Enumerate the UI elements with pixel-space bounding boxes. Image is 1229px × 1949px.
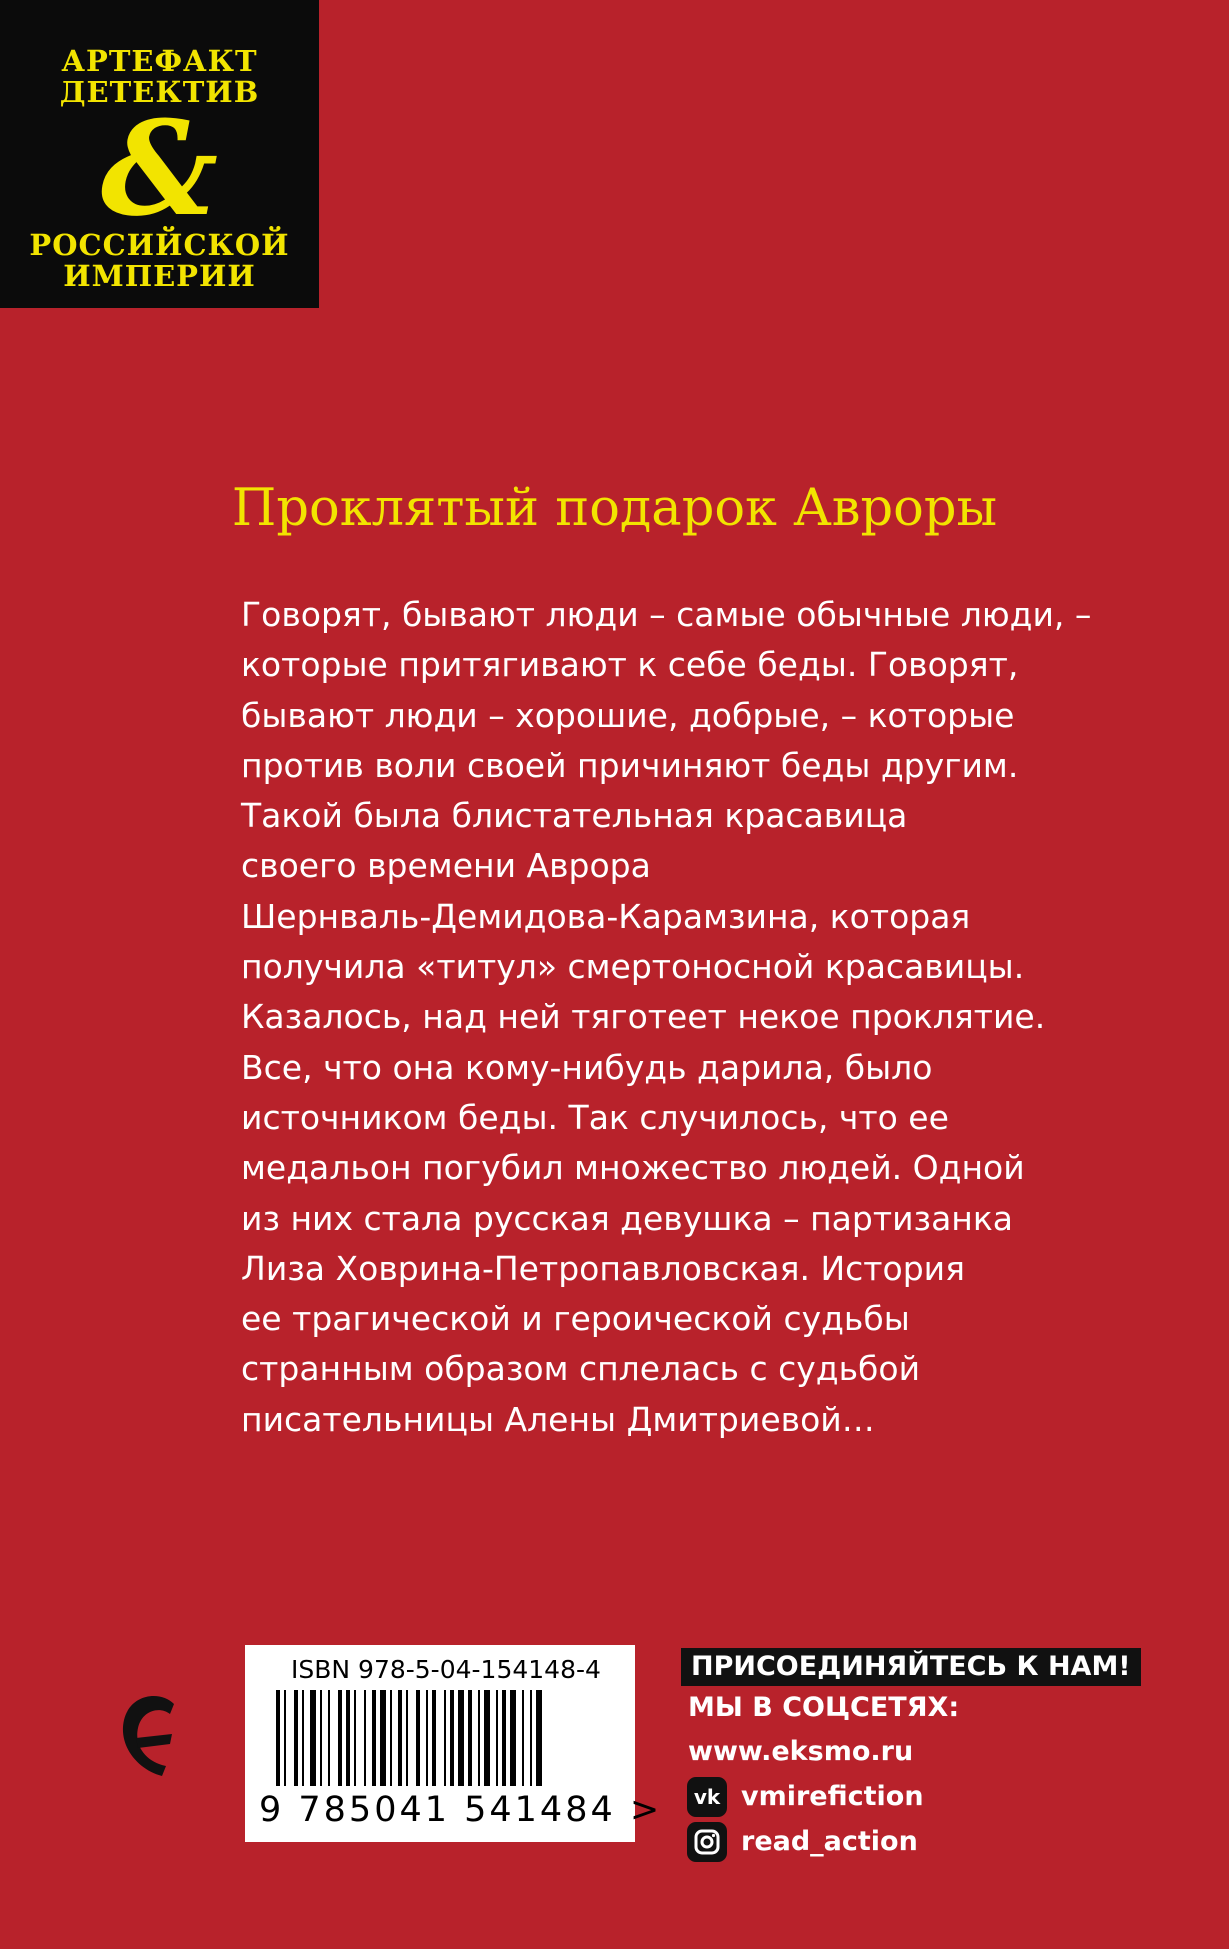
- barcode-bar: [310, 1690, 316, 1786]
- barcode-bar: [510, 1690, 516, 1786]
- book-blurb: [241, 590, 1092, 1445]
- series-logo: [0, 0, 319, 308]
- barcode-bar: [294, 1690, 298, 1786]
- barcode-bar: [354, 1690, 356, 1786]
- social-heading: МЫ В СОЦСЕТЯХ:: [688, 1692, 960, 1723]
- barcode-bar: [522, 1690, 524, 1786]
- series-line-1: АРТЕФАКТ: [61, 44, 258, 78]
- social-block: [681, 1648, 1141, 1864]
- barcode-bar: [484, 1690, 490, 1786]
- vk-row[interactable]: [681, 1774, 1141, 1819]
- blurb-line: Шернваль-Демидова-Карамзина, которая: [241, 896, 971, 936]
- barcode-bar: [502, 1690, 506, 1786]
- barcode-digits: 9 785041 541484 >: [259, 1790, 663, 1830]
- blurb-line: из них стала русская девушка – партизанка: [241, 1198, 1014, 1238]
- blurb-line: Говорят, бывают люди – самые обычные люди, –: [241, 595, 1092, 634]
- blurb-line: своего времени Аврора: [241, 846, 651, 886]
- blurb-line: писательницы Алены Дмитриевой…: [241, 1399, 875, 1439]
- barcode-bar: [458, 1690, 464, 1786]
- series-line-4: ИМПЕРИИ: [63, 259, 256, 293]
- barcode-icon: [270, 1690, 610, 1790]
- barcode-bar: [468, 1690, 472, 1786]
- instagram-row[interactable]: [681, 1819, 1141, 1864]
- book-title: Проклятый подарок Авроры: [231, 479, 998, 538]
- barcode-bar: [276, 1690, 280, 1786]
- blurb-line: против воли своей причиняют беды другим.: [241, 745, 1019, 785]
- barcode-bar: [536, 1690, 542, 1786]
- blurb-line: бывают люди – хорошие, добрые, – которые: [241, 695, 1015, 735]
- barcode-bar: [406, 1690, 408, 1786]
- blurb-line: ее трагической и героической судьбы: [241, 1299, 910, 1339]
- barcode-bar: [338, 1690, 342, 1786]
- barcode-bar: [432, 1690, 436, 1786]
- series-line-2: ДЕТЕКТИВ: [59, 75, 260, 109]
- series-line-3: РОССИЙСКОЙ: [29, 228, 290, 262]
- barcode-bar: [320, 1690, 322, 1786]
- barcode-bar: [284, 1690, 286, 1786]
- instagram-handle: read_action: [741, 1826, 918, 1857]
- isbn-number: ISBN 978-5-04-154148-4: [291, 1655, 601, 1684]
- barcode-bar: [450, 1690, 454, 1786]
- blurb-line: Все, что она кому-нибудь дарила, было: [241, 1047, 933, 1087]
- blurb-line: Лиза Ховрина-Петропавловская. История: [241, 1248, 965, 1288]
- barcode-bar: [390, 1690, 392, 1786]
- barcode-bar: [380, 1690, 386, 1786]
- barcode-bar: [530, 1690, 532, 1786]
- barcode-bar: [416, 1690, 420, 1786]
- barcode-bar: [328, 1690, 330, 1786]
- blurb-line: Казалось, над ней тяготеет некое проклятие.: [241, 997, 1046, 1037]
- barcode-bar: [426, 1690, 428, 1786]
- barcode-bar: [478, 1690, 480, 1786]
- vk-handle: vmirefiction: [741, 1781, 924, 1812]
- barcode-bar: [496, 1690, 498, 1786]
- blurb-line: источником беды. Так случилось, что ее: [241, 1097, 949, 1137]
- instagram-icon: [687, 1822, 727, 1862]
- blurb-line: медальон погубил множество людей. Одной: [241, 1148, 1025, 1188]
- barcode-bar: [372, 1690, 376, 1786]
- barcode-bar: [398, 1690, 402, 1786]
- barcode-bar: [302, 1690, 304, 1786]
- blurb-line: странным образом сплелась с судьбой: [241, 1349, 921, 1389]
- barcode-panel: [245, 1645, 663, 1842]
- eksmo-logo-icon: [116, 1690, 186, 1785]
- blurb-line: Такой была блистательная красавица: [241, 796, 908, 836]
- ampersand-mark: &: [100, 92, 219, 245]
- vk-icon: vk: [687, 1777, 727, 1817]
- blurb-line: которые притягивают к себе беды. Говорят,: [241, 645, 1019, 685]
- barcode-bar: [444, 1690, 446, 1786]
- barcode-bar: [346, 1690, 350, 1786]
- join-banner: ПРИСОЕДИНЯЙТЕСЬ К НАМ!: [681, 1648, 1141, 1686]
- blurb-line: получила «титул» смертоносной красавицы.: [241, 947, 1025, 987]
- barcode-bar: [364, 1690, 366, 1786]
- website-link[interactable]: www.eksmo.ru: [688, 1736, 914, 1767]
